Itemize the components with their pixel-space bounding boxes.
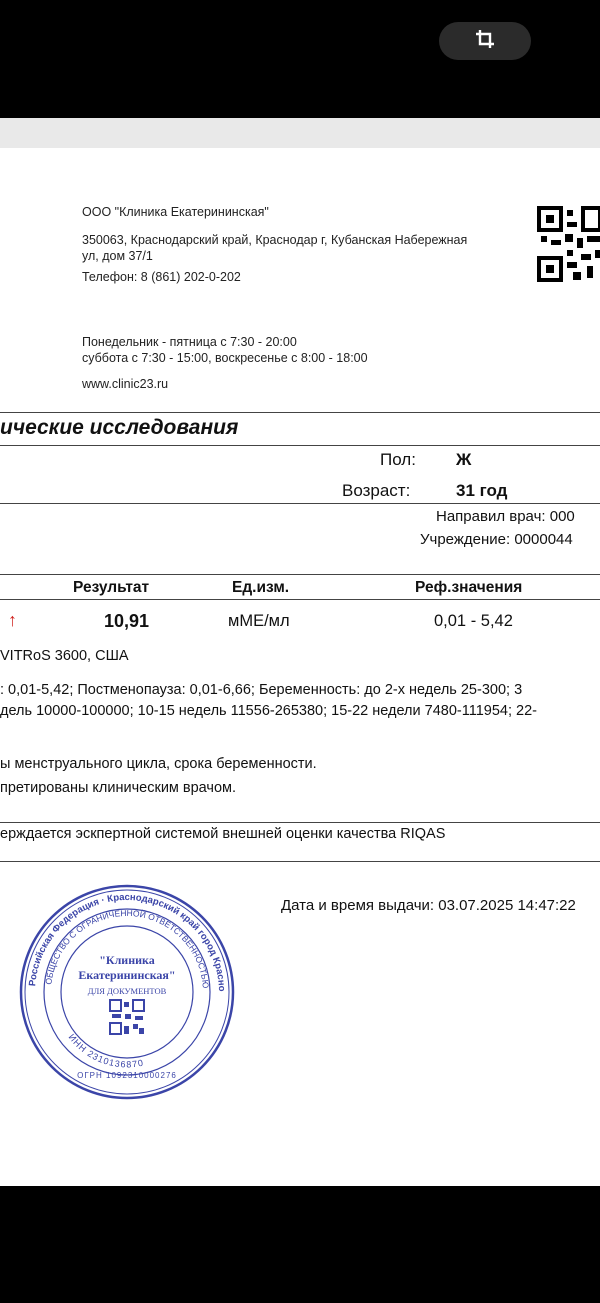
reference-range: 0,01 - 5,42 bbox=[434, 612, 513, 630]
high-value-arrow-icon: ↑ bbox=[8, 610, 17, 630]
clinic-phone: Телефон: 8 (861) 202-0-202 bbox=[82, 270, 241, 284]
qr-code bbox=[537, 206, 600, 287]
divider bbox=[0, 445, 600, 446]
reference-notes-line1: : 0,01-5,42; Постменопауза: 0,01-6,66; Беременность: до 2-х недель 25-300; 3 bbox=[0, 682, 523, 698]
stamp-qr-icon bbox=[110, 1000, 144, 1034]
stamp-inn: ИНН 2310136870 bbox=[66, 1032, 145, 1070]
hours-weekend: суббота с 7:30 - 15:00, воскресенье с 8:00 - 18:00 bbox=[82, 351, 368, 365]
cycle-note: ы менструального цикла, срока беременности. bbox=[0, 756, 317, 772]
divider bbox=[0, 412, 600, 413]
header-result: Результат bbox=[73, 579, 150, 596]
reference-notes-line2: дель 10000-100000; 10-15 недель 11556-265380; 15-22 недели 7480-111954; 22- bbox=[0, 703, 537, 719]
divider bbox=[0, 861, 600, 862]
section-title: ические исследования bbox=[0, 416, 239, 439]
result-units: мМЕ/мл bbox=[228, 612, 290, 630]
divider bbox=[0, 822, 600, 823]
result-value: 10,91 bbox=[104, 611, 150, 631]
header-reference: Реф.значения bbox=[415, 579, 523, 596]
sex-label: Пол: bbox=[380, 450, 416, 469]
quality-control-note: ерждается эскпертной системой внешней оценки качества RIQAS bbox=[0, 826, 446, 842]
viewer-toolbar-strip bbox=[0, 118, 600, 149]
crop-button[interactable] bbox=[439, 22, 531, 60]
viewer-bottom-bar bbox=[0, 1186, 600, 1303]
issue-datetime: Дата и время выдачи: 03.07.2025 14:47:22 bbox=[281, 897, 576, 914]
sex-value: Ж bbox=[456, 450, 472, 469]
stamp-outer-text: Российская Федерация · Краснодарский край город Красно bbox=[27, 891, 228, 992]
stamp-inner-text: ОБЩЕСТВО С ОГРАНИЧЕННОЙ ОТВЕТСТВЕННОСТЬЮ bbox=[43, 907, 212, 989]
analyzer-method: VITRoS 3600, США bbox=[0, 648, 129, 664]
header-units: Ед.изм. bbox=[232, 579, 290, 596]
stamp-name-line1: "Клиника bbox=[99, 953, 155, 967]
stamp-ogrn: ОГРН 1092310000276 bbox=[77, 1071, 177, 1080]
table-header-border bbox=[0, 599, 600, 600]
interpretation-note: претированы клиническим врачом. bbox=[0, 780, 237, 796]
institution: Учреждение: 0000044 bbox=[420, 531, 573, 548]
referring-doctor: Направил врач: 000 bbox=[436, 508, 575, 525]
stamp-purpose: ДЛЯ ДОКУМЕНТОВ bbox=[87, 986, 167, 996]
age-label: Возраст: bbox=[342, 481, 411, 500]
clinic-stamp bbox=[17, 882, 237, 1102]
viewer-top-bar bbox=[0, 0, 600, 118]
divider bbox=[0, 503, 600, 504]
table-top-border bbox=[0, 574, 600, 575]
lab-report-document bbox=[0, 148, 600, 1186]
clinic-address-line1: 350063, Краснодарский край, Краснодар г, Кубанская Набережная bbox=[82, 233, 468, 247]
clinic-name: ООО "Клиника Екатерининская" bbox=[82, 205, 269, 219]
hours-weekdays: Понедельник - пятница с 7:30 - 20:00 bbox=[82, 335, 297, 349]
svg-text:ИНН 2310136870 bbox=[67, 1032, 145, 1069]
stamp-name-line2: Екатерининская" bbox=[78, 968, 176, 982]
age-value: 31 год bbox=[456, 481, 508, 500]
clinic-website: www.clinic23.ru bbox=[82, 377, 169, 391]
clinic-address-line2: ул, дом 37/1 bbox=[82, 249, 153, 263]
crop-icon bbox=[474, 28, 496, 55]
